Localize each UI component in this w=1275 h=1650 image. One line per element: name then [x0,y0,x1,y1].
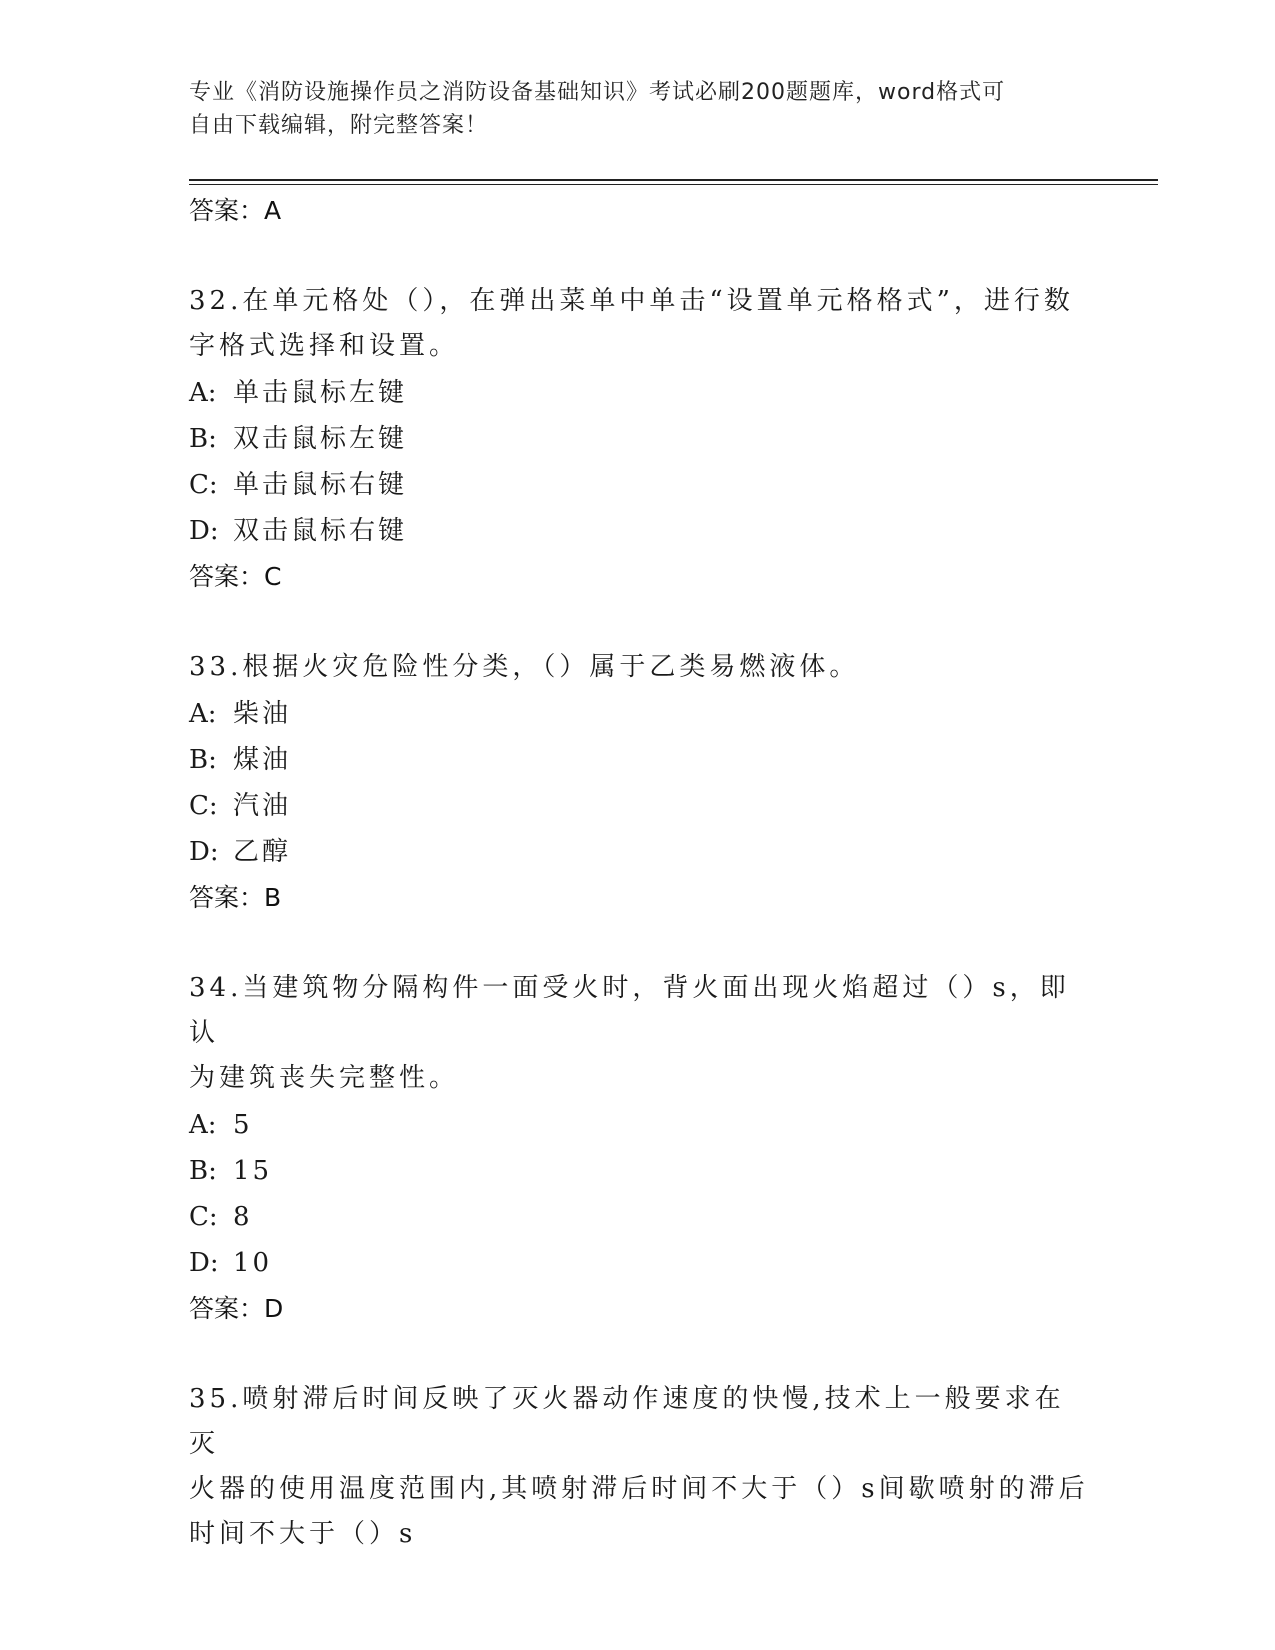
option-text: 单击鼠标左键 [233,378,408,408]
option-key: D: [189,516,219,546]
question-stem [189,1377,1089,1557]
stem-line: 为建筑丧失完整性。 [189,1063,460,1093]
option-key: D: [189,1248,219,1278]
document-header [189,76,1069,142]
option-key: B: [189,1156,217,1186]
header-title-line-1: 专业《消防设施操作员之消防设备基础知识》考试必刷200题题库，word格式可 [189,80,1006,105]
option-a [189,691,1089,737]
question-34 [189,966,1089,1332]
option-key: D: [189,837,219,867]
question-stem [189,279,1089,369]
option-c [189,783,1089,829]
option-b [189,416,1089,462]
option-d [189,508,1089,554]
spacer [189,1332,1089,1377]
question-32 [189,279,1089,600]
option-text: 煤油 [233,745,292,775]
header-rule-thick [189,179,1158,181]
spacer [189,234,1089,279]
option-text: 8 [233,1202,253,1232]
option-c [189,1194,1089,1240]
option-key: C: [189,470,218,500]
option-key: A: [189,699,217,729]
option-text: 柴油 [233,699,292,729]
option-text: 双击鼠标右键 [233,516,408,546]
option-text: 乙醇 [233,837,292,867]
answer-line: 答案：C [189,562,282,591]
stem-line: 35.喷射滞后时间反映了灭火器动作速度的快慢,技术上一般要求在灭 [189,1384,1065,1459]
stem-line: 时间不大于（）s [189,1519,417,1549]
option-text: 10 [233,1248,273,1278]
answer-line: 答案：D [189,1294,284,1323]
option-key: A: [189,378,217,408]
spacer [189,600,1089,645]
option-key: A: [189,1110,217,1140]
option-key: B: [189,745,217,775]
stem-line: 33.根据火灾危险性分类，（）属于乙类易燃液体。 [189,652,860,682]
question-35 [189,1377,1089,1557]
option-text: 汽油 [233,791,292,821]
question-stem [189,645,1089,690]
stem-line: 字格式选择和设置。 [189,331,460,361]
question-stem [189,966,1089,1101]
option-a [189,370,1089,416]
option-text: 15 [233,1156,273,1186]
answer-line: 答案：B [189,883,282,912]
spacer [189,921,1089,966]
header-title-line-2: 自由下载编辑，附完整答案！ [189,113,489,138]
previous-answer: 答案：A [189,196,282,225]
option-d [189,829,1089,875]
option-b [189,1148,1089,1194]
option-text: 双击鼠标左键 [233,424,408,454]
option-d [189,1240,1089,1286]
option-text: 5 [233,1110,253,1140]
header-rule-thin [189,184,1158,185]
question-list [189,188,1089,1558]
question-33 [189,645,1089,921]
option-key: B: [189,424,217,454]
option-key: C: [189,791,218,821]
option-key: C: [189,1202,218,1232]
stem-line: 火器的使用温度范围内,其喷射滞后时间不大于（）s间歇喷射的滞后 [189,1474,1089,1504]
stem-line: 32.在单元格处（），在弹出菜单中单击“设置单元格格式”，进行数 [189,286,1074,316]
stem-line: 34.当建筑物分隔构件一面受火时，背火面出现火焰超过（）s，即认 [189,973,1070,1048]
option-a [189,1102,1089,1148]
option-c [189,462,1089,508]
option-b [189,737,1089,783]
option-text: 单击鼠标右键 [233,470,408,500]
